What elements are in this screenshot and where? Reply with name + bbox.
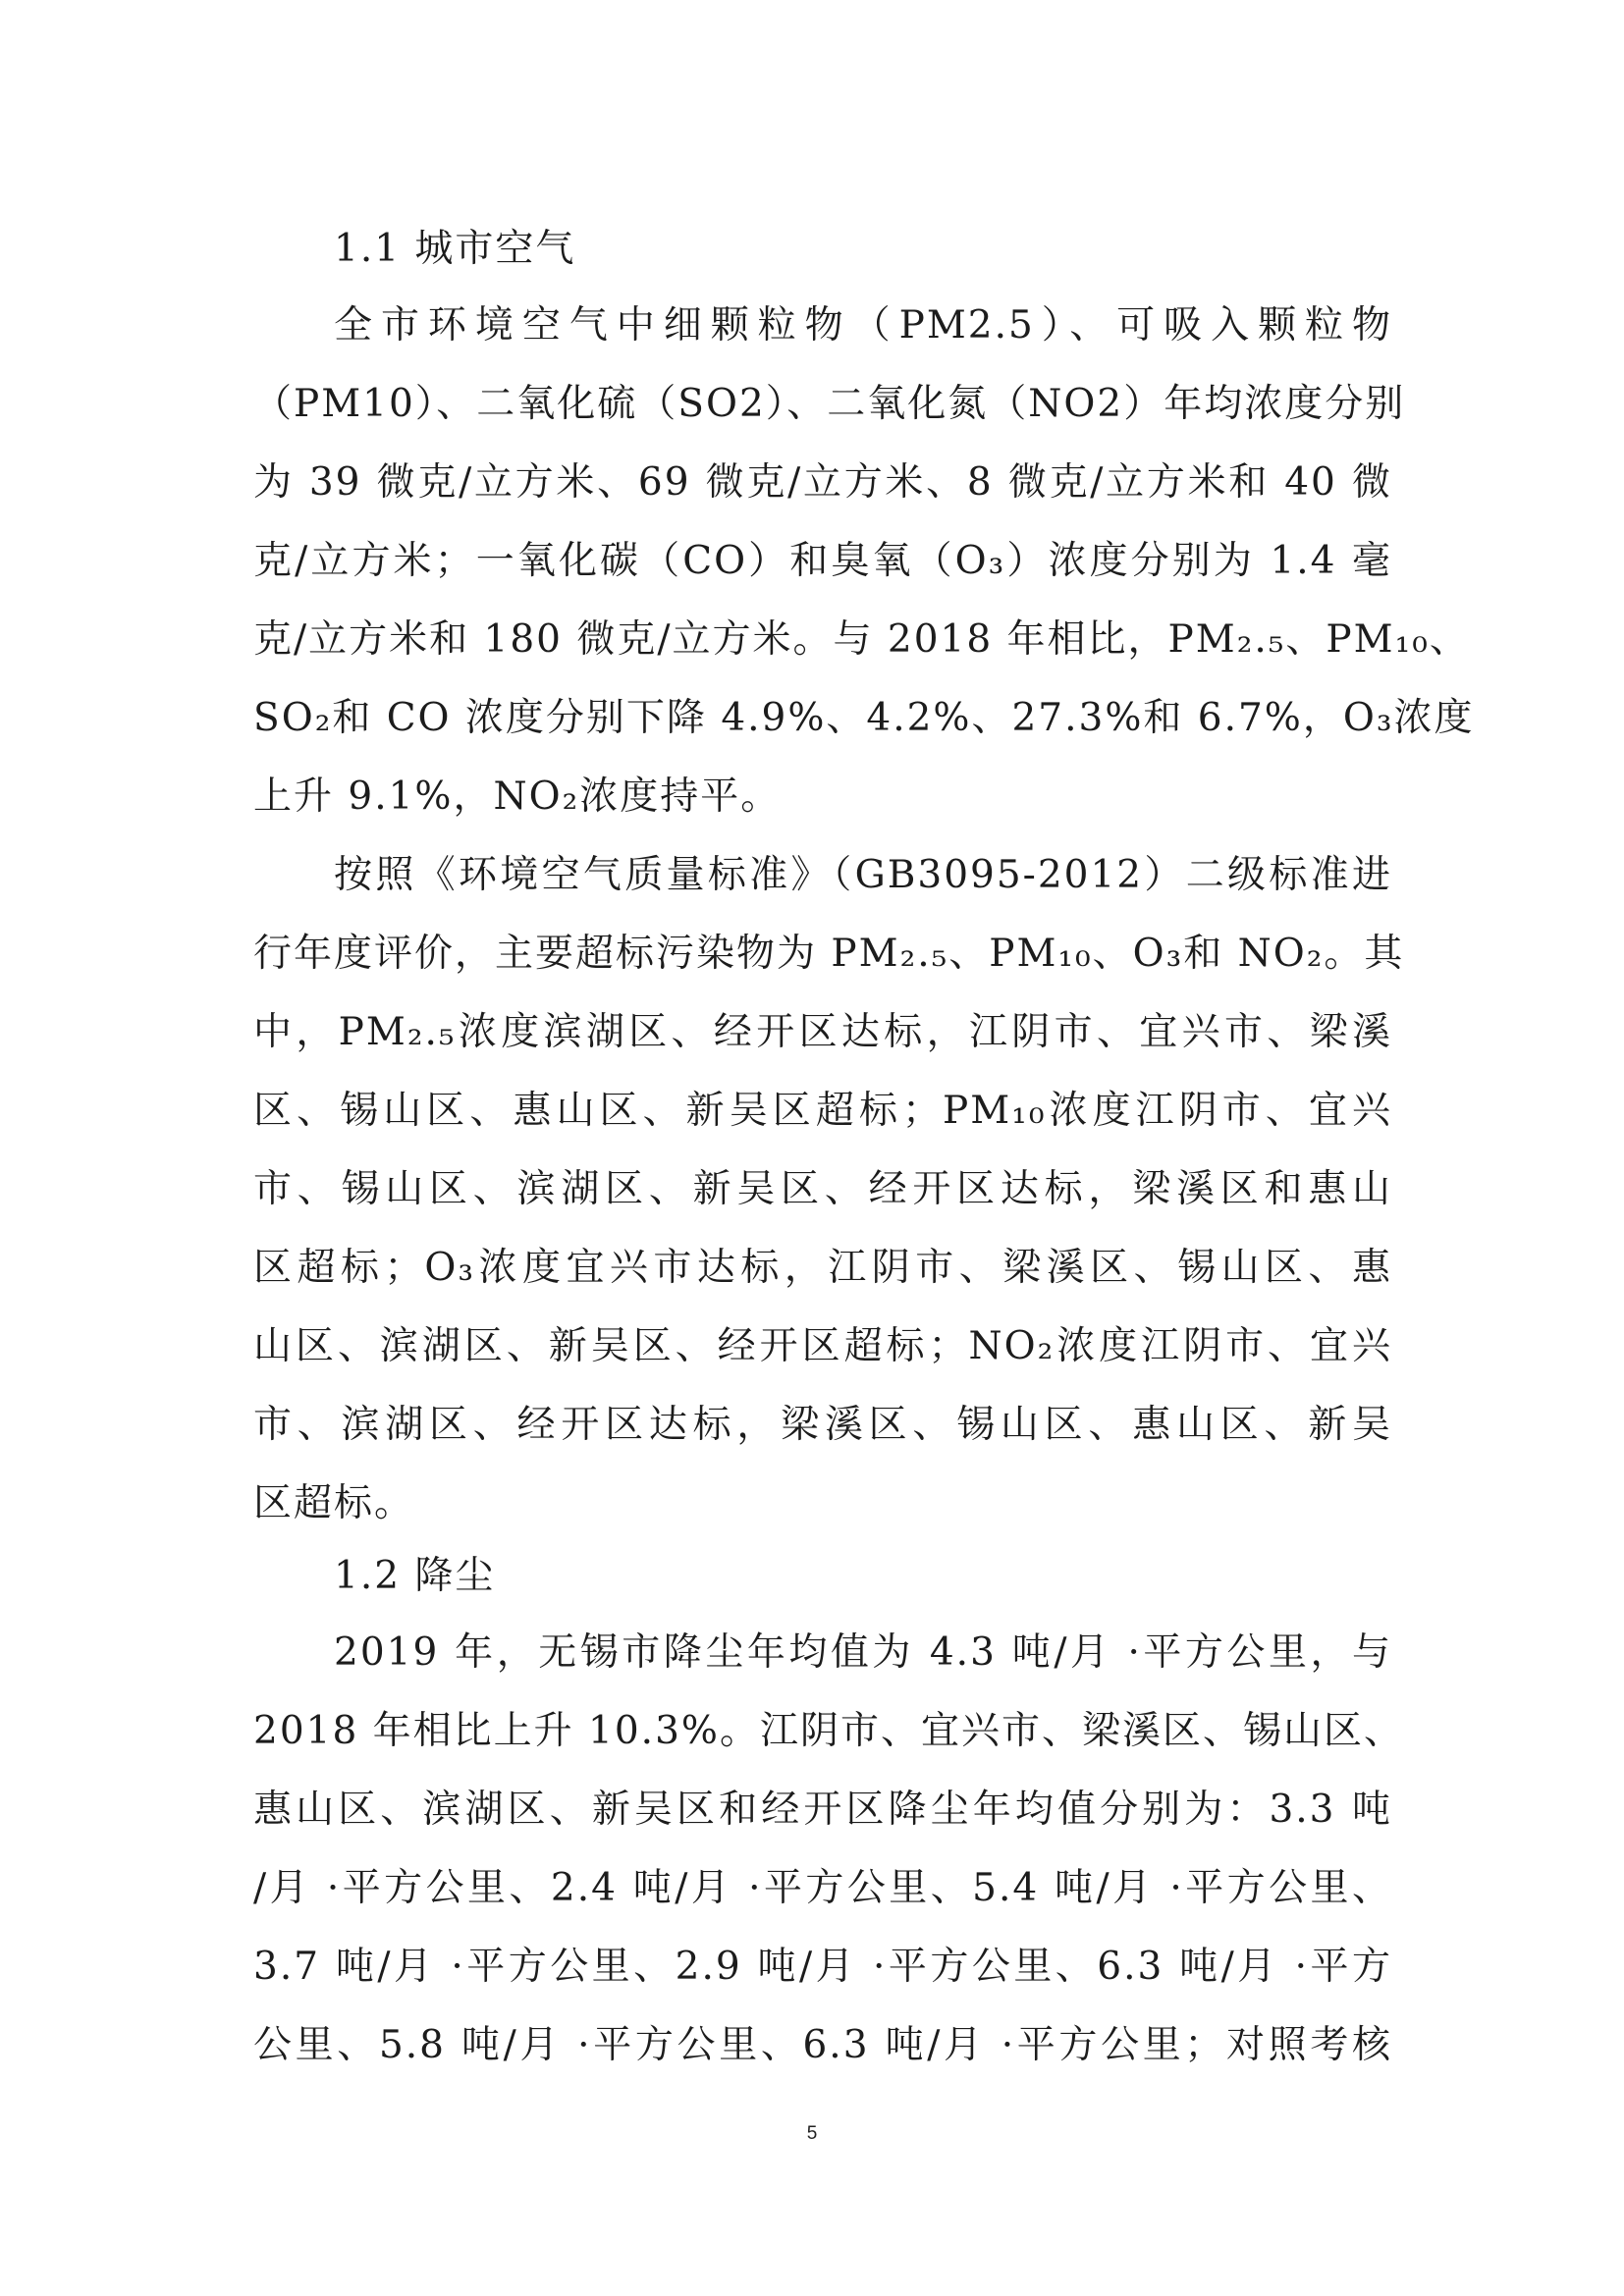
text-line: 惠山区、滨湖区、新吴区和经开区降尘年均值分别为：3.3 吨: [253, 1788, 1392, 1832]
text-line: 区超标。: [253, 1481, 415, 1525]
text-line: 公里、5.8 吨/月 ·平方公里、6.3 吨/月 ·平方公里；对照考核: [253, 2023, 1392, 2067]
text-line: 2019 年，无锡市降尘年均值为 4.3 吨/月 ·平方公里，与: [334, 1630, 1392, 1675]
section-heading-city-air: 1.1 城市空气: [334, 227, 576, 271]
text-line: 2018 年相比上升 10.3%。江阴市、宜兴市、梁溪区、锡山区、: [253, 1709, 1404, 1753]
text-line: （PM10）、二氧化硫（SO2）、二氧化氮（NO2）年均浓度分别: [253, 382, 1406, 426]
text-line: 按照《环境空气质量标准》（GB3095-2012）二级标准进: [334, 853, 1392, 897]
text-line: 山区、滨湖区、新吴区、经开区超标；NO₂浓度江阴市、宜兴: [253, 1324, 1392, 1368]
text-line: 区超标；O₃浓度宜兴市达标，江阴市、梁溪区、锡山区、惠: [253, 1246, 1392, 1290]
text-line: 全市环境空气中细颗粒物（PM2.5）、可吸入颗粒物: [334, 303, 1392, 347]
text-line: 市、滨湖区、经开区达标，梁溪区、锡山区、惠山区、新吴: [253, 1403, 1392, 1447]
text-line: 为 39 微克/立方米、69 微克/立方米、8 微克/立方米和 40 微: [253, 460, 1392, 505]
text-line: 上升 9.1%，NO₂浓度持平。: [253, 774, 782, 819]
text-line: 3.7 吨/月 ·平方公里、2.9 吨/月 ·平方公里、6.3 吨/月 ·平方: [253, 1945, 1392, 1989]
section-heading-dustfall: 1.2 降尘: [334, 1554, 496, 1598]
text-line: 克/立方米；一氧化碳（CO）和臭氧（O₃）浓度分别为 1.4 毫: [253, 539, 1392, 583]
text-line: 克/立方米和 180 微克/立方米。与 2018 年相比，PM₂.₅、PM₁₀、: [253, 617, 1470, 662]
text-line: 中，PM₂.₅浓度滨湖区、经开区达标，江阴市、宜兴市、梁溪: [253, 1010, 1392, 1054]
text-line: 市、锡山区、滨湖区、新吴区、经开区达标，梁溪区和惠山: [253, 1167, 1392, 1211]
text-line: SO₂和 CO 浓度分别下降 4.9%、4.2%、27.3%和 6.7%，O₃浓度: [253, 696, 1475, 740]
text-line: 行年度评价，主要超标污染物为 PM₂.₅、PM₁₀、O₃和 NO₂。其: [253, 932, 1405, 976]
text-line: 区、锡山区、惠山区、新吴区超标；PM₁₀浓度江阴市、宜兴: [253, 1089, 1392, 1133]
page-number: 5: [806, 2123, 818, 2144]
text-line: /月 ·平方公里、2.4 吨/月 ·平方公里、5.4 吨/月 ·平方公里、: [253, 1866, 1392, 1910]
